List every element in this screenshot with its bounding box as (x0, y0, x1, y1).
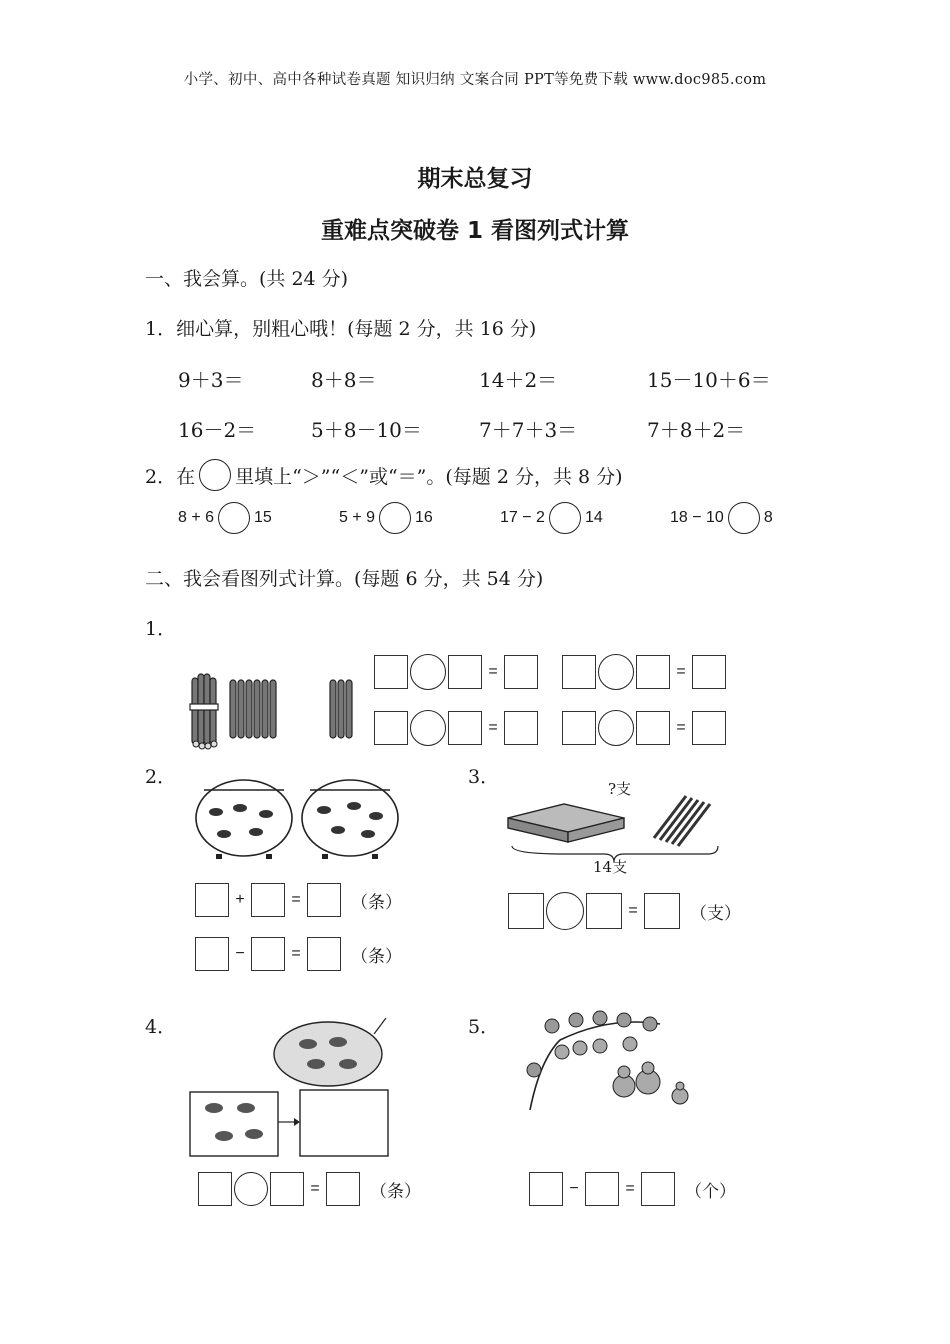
page-subtitle: 重难点突破卷 1 看图列式计算 (320, 218, 630, 244)
q3-total-label: 14支 (593, 858, 628, 876)
answer-box[interactable] (307, 883, 341, 917)
compare-item (500, 502, 603, 534)
problem-label: 1． (145, 618, 177, 640)
problem-label: 5． (468, 1016, 500, 1038)
answer-box[interactable] (198, 1172, 232, 1206)
unit-label: （条） (351, 892, 402, 913)
answer-box[interactable] (644, 893, 680, 929)
equals-sign: = (291, 891, 301, 908)
equation-row (508, 892, 741, 930)
equals-sign: = (676, 719, 686, 736)
fish-net-picture (188, 1014, 398, 1160)
unit-label: （条） (370, 1181, 421, 1202)
page-title: 期末总复习 (417, 166, 533, 192)
q1-expr: 7＋7＋3＝ (479, 418, 578, 442)
compare-item (178, 502, 272, 534)
answer-box[interactable] (508, 893, 544, 929)
operator-circle[interactable] (234, 1172, 268, 1206)
compare-right: 8 (763, 509, 773, 526)
minus-sign: − (235, 945, 245, 962)
plus-sign: + (235, 891, 245, 908)
answer-box[interactable] (195, 883, 229, 917)
q1-expr: 16－2＝ (178, 418, 257, 442)
q2-prompt-after: 里填上“＞”“＜”或“＝”。(每题 2 分，共 8 分) (235, 465, 623, 488)
q1-expr: 8＋8＝ (311, 368, 377, 392)
compare-right: 15 (254, 509, 272, 526)
operator-circle[interactable] (598, 710, 634, 746)
answer-box[interactable] (504, 655, 538, 689)
compare-item (670, 502, 773, 534)
operator-circle[interactable] (598, 654, 634, 690)
compare-right: 16 (415, 509, 433, 526)
compare-left: 8 + 6 (178, 509, 215, 526)
unit-label: （个） (685, 1181, 736, 1202)
equals-sign: = (310, 1180, 320, 1197)
answer-box[interactable] (585, 1172, 619, 1206)
equation-row (198, 1172, 421, 1206)
answer-box[interactable] (504, 711, 538, 745)
problem-label: 3． (468, 766, 500, 788)
unit-label: （条） (351, 946, 402, 967)
equation-row (195, 883, 402, 917)
compare-left: 5 + 9 (339, 509, 376, 526)
minus-sign: − (569, 1180, 579, 1197)
q1-expr: 9＋3＝ (178, 368, 244, 392)
problem-label: 2． (145, 766, 177, 788)
answer-circle-icon (199, 459, 231, 491)
answer-box[interactable] (636, 711, 670, 745)
operator-circle[interactable] (410, 654, 446, 690)
equation-row (374, 710, 538, 746)
compare-item (339, 502, 433, 534)
answer-box[interactable] (586, 893, 622, 929)
equals-sign: = (676, 663, 686, 680)
answer-box[interactable] (251, 883, 285, 917)
answer-box[interactable] (692, 655, 726, 689)
part1-heading: 一、我会算。(共 24 分) (145, 268, 349, 290)
equals-sign: = (628, 902, 638, 919)
equation-row (529, 1172, 736, 1206)
answer-box[interactable] (195, 937, 229, 971)
operator-circle[interactable] (410, 710, 446, 746)
answer-box[interactable] (448, 711, 482, 745)
q1-expr: 5＋8－10＝ (311, 418, 422, 442)
sticks-picture (188, 670, 358, 750)
answer-box[interactable] (374, 711, 408, 745)
equals-sign: = (625, 1180, 635, 1197)
q1-prompt: 1．细心算，别粗心哦！(每题 2 分，共 16 分) (145, 318, 537, 340)
compare-left: 17 − 2 (500, 509, 545, 526)
answer-box[interactable] (326, 1172, 360, 1206)
fishbowls-picture (194, 776, 414, 862)
answer-box[interactable] (270, 1172, 304, 1206)
compare-circle[interactable] (728, 502, 760, 534)
equation-row (562, 654, 726, 690)
problem-label: 4． (145, 1016, 177, 1038)
compare-right: 14 (584, 509, 603, 526)
part2-heading: 二、我会看图列式计算。(每题 6 分，共 54 分) (145, 568, 544, 590)
unit-label: （支） (690, 903, 741, 924)
equals-sign: = (291, 945, 301, 962)
answer-box[interactable] (307, 937, 341, 971)
equation-row (374, 654, 538, 690)
equation-row (195, 937, 402, 971)
answer-box[interactable] (562, 711, 596, 745)
q1-expr: 15－10＋6＝ (647, 368, 771, 392)
q3-unknown-label: ?支 (608, 780, 632, 798)
equals-sign: = (488, 719, 498, 736)
page-header: 小学、初中、高中各种试卷真题 知识归纳 文案合同 PPT等免费下载 www.doc985.com (183, 72, 767, 88)
equals-sign: = (488, 663, 498, 680)
answer-box[interactable] (641, 1172, 675, 1206)
q2-prompt-before: 2．在 (145, 465, 196, 488)
q1-expr: 14＋2＝ (479, 368, 558, 392)
compare-left: 18 − 10 (670, 509, 724, 526)
gourd-vine-picture (520, 1010, 720, 1114)
equation-row (562, 710, 726, 746)
compare-circle[interactable] (379, 502, 411, 534)
answer-box[interactable] (562, 655, 596, 689)
operator-circle[interactable] (546, 892, 584, 930)
q2-prompt (145, 459, 623, 491)
compare-circle[interactable] (218, 502, 250, 534)
answer-box[interactable] (636, 655, 670, 689)
answer-box[interactable] (692, 711, 726, 745)
q1-expr: 7＋8＋2＝ (647, 418, 746, 442)
answer-box[interactable] (529, 1172, 563, 1206)
compare-circle[interactable] (549, 502, 581, 534)
answer-box[interactable] (251, 937, 285, 971)
answer-box[interactable] (448, 655, 482, 689)
answer-box[interactable] (374, 655, 408, 689)
